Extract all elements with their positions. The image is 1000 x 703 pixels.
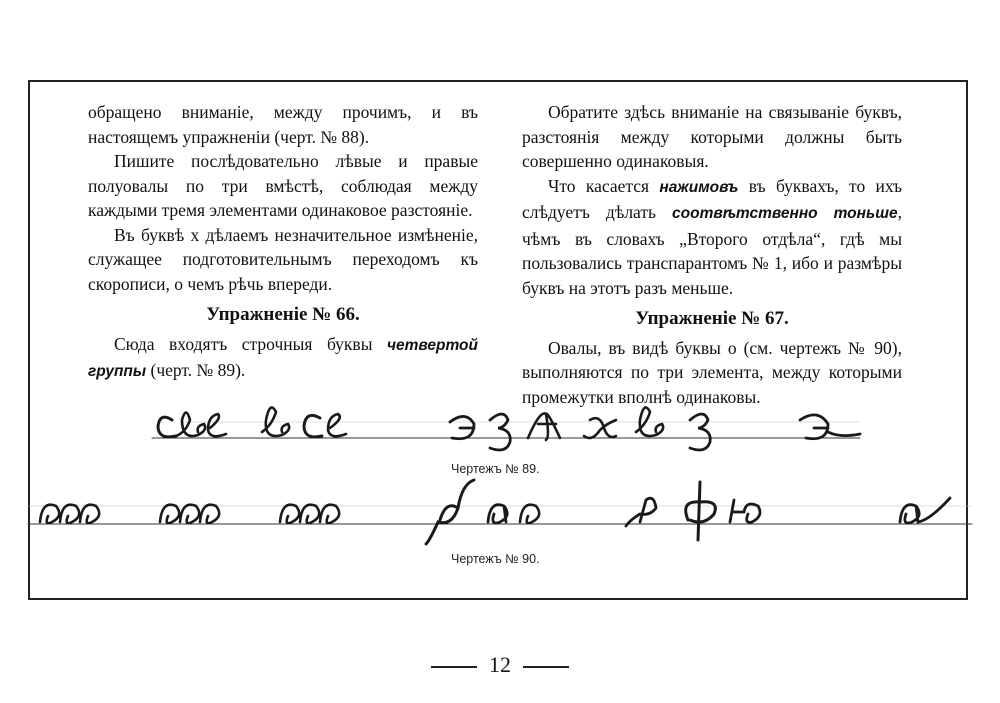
figure-89-caption: Чертежъ № 89. <box>451 462 540 476</box>
right-paragraph-3: Овалы, въ видѣ буквы o (см. чертежъ № 90), выполняются по три элемента, между которыми промежутки вполнѣ одинаковы. <box>522 337 902 407</box>
page-number-label: 12 <box>489 652 511 677</box>
figure-90-script <box>28 480 972 544</box>
text-run: , чѣмъ въ словахъ „Второго отдѣла“, гдѣ мы пользовались транспарантомъ № 1, ибо и размѣры буквъ на этотъ разъ меньше. <box>522 202 902 298</box>
page-number <box>0 652 1000 678</box>
exercise-67-heading: Упражненіе № 67. <box>635 308 789 329</box>
text-run: (черт. № 89). <box>146 360 246 380</box>
figure-90-caption: Чертежъ № 90. <box>451 552 540 566</box>
figure-89-script <box>152 408 860 451</box>
left-paragraph-2: Пишите послѣдовательно лѣвые и правые полуовалы по три вмѣстѣ, соблюдая между каждыми тремя элементами одинаковое разстояніе. <box>88 151 478 220</box>
text-run: Сюда входятъ строчныя буквы <box>114 333 387 354</box>
exercise-66-heading: Упражненіе № 66. <box>206 304 360 325</box>
emphasis-text: четвертой группы <box>88 336 478 380</box>
text-run: въ буквахъ, то ихъ слѣдуетъ дѣлать <box>522 175 902 222</box>
left-paragraph-3: Въ буквѣ x дѣлаемъ незначительное измѣненіе, служащее подготовительнымъ переходомъ къ скорописи, о чемъ рѣчь впереди. <box>88 224 478 294</box>
emphasis-text: нажимовъ <box>659 178 739 196</box>
emphasis-text: соотвѣтственно тоньше <box>672 205 898 222</box>
text-run: Что касается <box>548 175 660 196</box>
left-paragraph-1: обращено вниманіе, между прочимъ, и въ настоящемъ упражненіи (черт. № 88). <box>88 102 478 147</box>
right-paragraph-1: Обратите здѣсь вниманіе на связываніе буквъ, разстоянія между которыми должны быть совершенно одинаковыя. <box>522 102 902 171</box>
page-number-dash-left <box>431 666 477 668</box>
page-number-dash-right <box>523 666 569 668</box>
